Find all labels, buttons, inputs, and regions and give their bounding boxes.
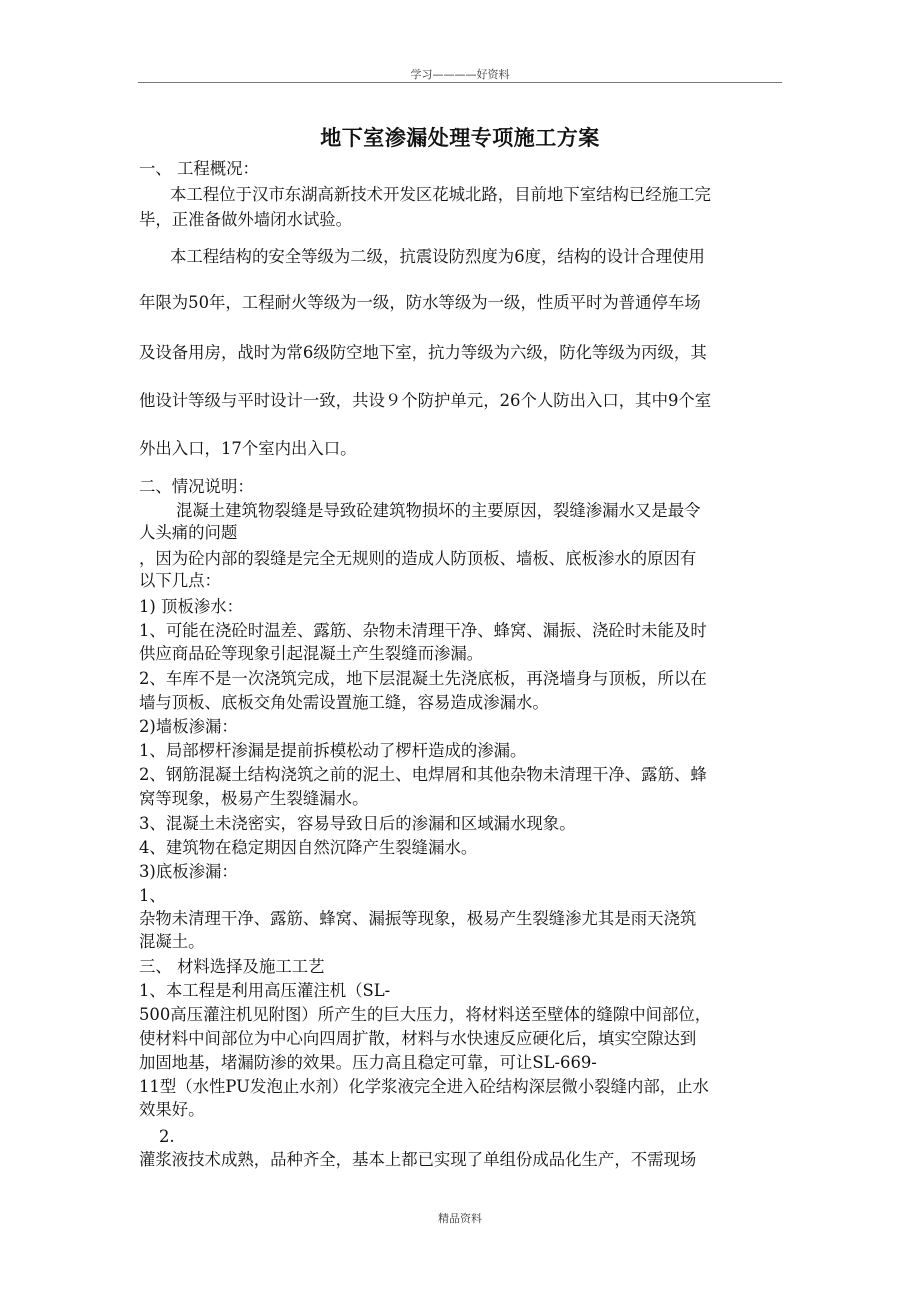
subsection-heading: 1) 顶板渗水： [139, 597, 243, 616]
paragraph-line: ，因为砼内部的裂缝是完全无规则的造成人防顶板、墙板、底板渗水的原因有 [139, 549, 697, 568]
list-item: 1、可能在浇砼时温差、露筋、杂物未清理干净、蜂窝、漏振、浇砼时未能及时 [139, 621, 707, 640]
page-header: 学习————好资料 [410, 68, 510, 81]
list-item: 1、局部椤杆渗漏是提前拆模松动了椤杆造成的渗漏。 [139, 741, 527, 760]
list-item: 2、车库不是一次浇筑完成，地下层混凝土先浇底板，再浇墙身与顶板，所以在 [139, 669, 707, 688]
paragraph-line: 外出入口，17个室内出入口。 [139, 439, 357, 458]
list-item: 混凝土。 [139, 932, 205, 951]
list-item: 使材料中间部位为中心向四周扩散，材料与水快速反应硬化后，填实空隙达到 [139, 1029, 697, 1048]
list-item: 灌浆液技术成熟，品种齐全，基本上都已实现了单组份成品化生产，不需现场 [139, 1150, 697, 1169]
list-item: 窝等现象，极易产生裂缝漏水。 [139, 789, 369, 808]
document-title: 地下室渗漏处理专项施工方案 [320, 125, 600, 150]
paragraph-line: 混凝土建筑物裂缝是导致砼建筑物损坏的主要原因，裂缝渗漏水又是最令 [176, 501, 701, 520]
list-item: 供应商品砼等现象引起混凝土产生裂缝而渗漏。 [139, 644, 484, 663]
page-footer: 精品资料 [438, 1212, 482, 1225]
section-heading: 三、 材料选择及施工工艺 [139, 957, 325, 976]
list-item: 效果好。 [139, 1100, 205, 1119]
header-divider [138, 82, 782, 83]
paragraph-line: 以下几点： [139, 571, 221, 590]
list-item: 墙与顶板、底板交角处需设置施工缝，容易造成渗漏水。 [139, 693, 549, 712]
paragraph-line: 本工程结构的安全等级为二级，抗震设防烈度为6度，结构的设计合理使用 [170, 247, 705, 266]
section-heading: 二、情况说明： [139, 477, 254, 496]
list-item: 2、钢筋混凝土结构浇筑之前的泥土、电焊屑和其他杂物未清理干净、露筋、蜂 [139, 765, 707, 784]
list-item-number: 2. [159, 1127, 175, 1146]
paragraph-line: 他设计等级与平时设计一致，共设９个防护单元，26个人防出入口，其中9个室 [139, 391, 712, 410]
paragraph-line: 本工程位于汉市东湖高新技术开发区花城北路，目前地下室结构已经施工完 [170, 185, 711, 204]
paragraph-line: 毕，正准备做外墙闭水试验。 [139, 210, 353, 229]
list-item: 3、混凝土未浇密实，容易导致日后的渗漏和区域漏水现象。 [139, 814, 576, 833]
subsection-heading: 3)底板渗漏： [139, 862, 238, 881]
section-heading: 一、 工程概况： [139, 159, 259, 178]
list-item: 4、建筑物在稳定期因自然沉降产生裂缝漏水。 [139, 838, 478, 857]
list-item: 1、本工程是利用高压灌注机（SL- [139, 981, 391, 1000]
list-item: 杂物未清理干净、露筋、蜂窝、漏振等现象，极易产生裂缝渗尤其是雨天浇筑 [139, 909, 697, 928]
list-item: 500高压灌注机见附图）所产生的巨大压力，将材料送至壁体的缝隙中间部位， [139, 1005, 712, 1024]
list-item: 1、 [139, 886, 166, 905]
paragraph-line: 人头痛的问题 [139, 523, 238, 542]
subsection-heading: 2)墙板渗漏： [139, 717, 238, 736]
list-item: 加固地基，堵漏防渗的效果。压力高且稳定可靠，可让SL-669- [139, 1053, 597, 1072]
paragraph-line: 年限为50年，工程耐火等级为一级，防水等级为一级，性质平时为普通停车场 [139, 293, 701, 312]
paragraph-line: 及设备用房，战时为常6级防空地下室，抗力等级为六级，防化等级为丙级，其 [139, 343, 707, 362]
list-item: 11型（水性PU发泡止水剂）化学浆液完全进入砼结构深层微小裂缝内部，止水 [139, 1077, 709, 1096]
